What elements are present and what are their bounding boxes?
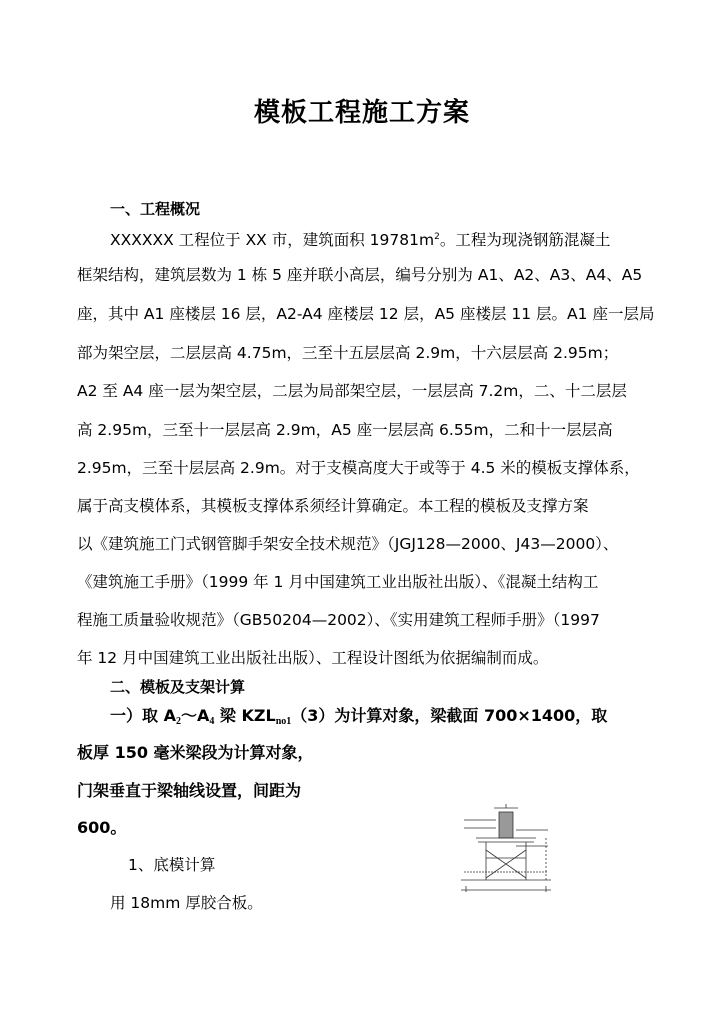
paragraph-line-11: 程施工质量验收规范》（GB50204—2002）、《实用建筑工程师手册》（1997 <box>77 611 600 629</box>
section-heading-formwork: 二、模板及支架计算 <box>110 678 246 696</box>
line-text: （3）为计算对象，梁截面 700×1400，取 <box>291 706 608 725</box>
paragraph-line-10: 《建筑施工手册》（1999 年 1 月中国建筑工业出版社出版）、《混凝土结构工 <box>77 573 599 591</box>
line-text: 一）取 A <box>110 706 176 725</box>
paragraph-line-12: 年 12 月中国建筑工业出版社出版）、工程设计图纸为依据编制而成。 <box>77 649 549 667</box>
bold-line-3: 门架垂直于梁轴线设置，间距为 <box>77 781 302 800</box>
subsection-heading: 1、底模计算 <box>128 856 216 874</box>
line-text: 梁 KZL <box>214 706 276 725</box>
line-text: ～A <box>180 706 210 725</box>
superscript: 2 <box>434 231 440 242</box>
paragraph-line-4: 部为架空层，二层层高 4.75m，三至十五层层高 2.9m，十六层层高 2.95m； <box>77 344 619 362</box>
paragraph-line-3: 座，其中 A1 座楼层 16 层，A2-A4 座楼层 12 层，A5 座楼层 11 层。A1 座一层局 <box>77 305 655 323</box>
line-text: 。工程为现浇钢筋混凝土 <box>439 231 611 249</box>
paragraph-line-9: 以《建筑施工门式钢管脚手架安全技术规范》（JGJ128—2000、J43—2000）、 <box>77 535 619 553</box>
subscript: 2 <box>175 716 181 727</box>
bold-line-1 <box>110 703 607 727</box>
paragraph-line-6: 高 2.95m，三至十一层层高 2.9m，A5 座一层层高 6.55m，二和十一层层高 <box>77 421 613 439</box>
paragraph-line-7: 2.95m，三至十层层高 2.9m。对于支模高度大于或等于 4.5 米的模板支撑体系， <box>77 459 640 477</box>
paragraph-line-8: 属于高支模体系，其模板支撑体系须经计算确定。本工程的模板及支撑方案 <box>77 497 589 515</box>
bold-line-2: 板厚 150 毫米梁段为计算对象， <box>77 743 314 762</box>
section-heading-overview: 一、工程概况 <box>110 200 201 218</box>
page-title: 模板工程施工方案 <box>253 98 470 128</box>
paragraph-line-2: 框架结构，建筑层数为 1 栋 5 座并联小高层，编号分别为 A1、A2、A3、A4、A5 <box>77 266 643 284</box>
paragraph-line-13: 用 18mm 厚胶合板。 <box>110 894 263 912</box>
paragraph-line-1 <box>110 228 610 250</box>
paragraph-line-5: A2 至 A4 座一层为架空层，二层为局部架空层，一层层高 7.2m，二、十二层层 <box>77 382 627 400</box>
formwork-section-diagram <box>456 800 556 895</box>
bold-line-4: 600。 <box>77 818 127 837</box>
subscript: no1 <box>275 716 292 727</box>
line-text: XXXXXX 工程位于 XX 市，建筑面积 19781m <box>110 231 435 249</box>
subscript: 4 <box>209 716 215 727</box>
